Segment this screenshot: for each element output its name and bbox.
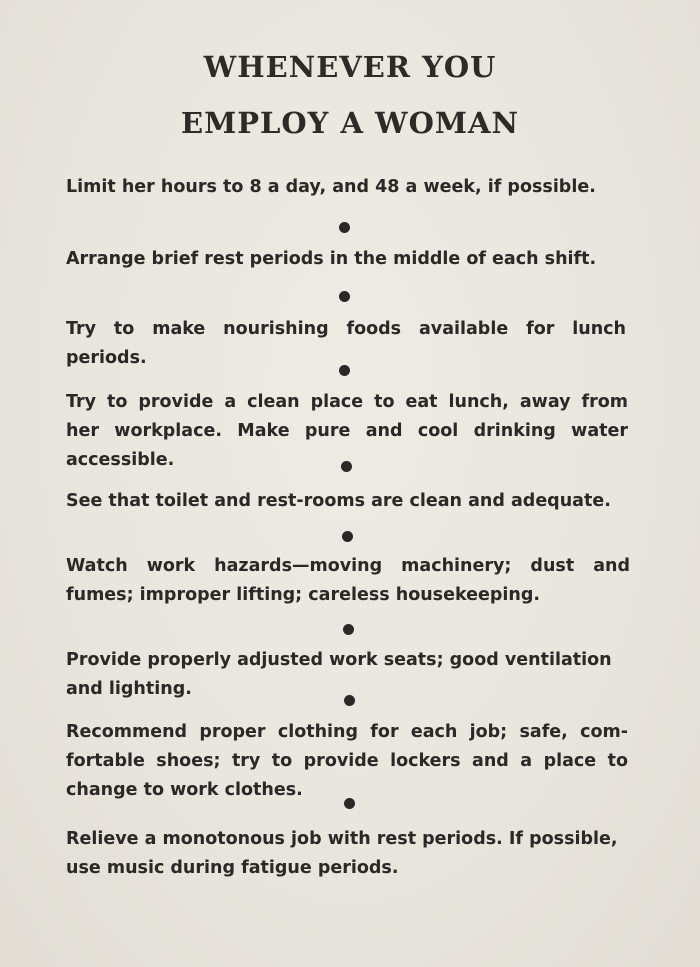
guideline-line: change to work clothes.	[66, 780, 303, 800]
guideline-item-clothing	[66, 718, 628, 805]
bullet-icon	[339, 365, 350, 376]
guideline-item-work-hazards	[66, 552, 630, 610]
guideline-item-monotonous-job	[66, 825, 636, 883]
guideline-item-hours	[66, 173, 636, 202]
guideline-line: use music during fatigue periods.	[66, 858, 399, 878]
title-line-1: WHENEVER YOU	[203, 50, 497, 84]
bullet-icon	[339, 222, 350, 233]
guideline-line: Limit her hours to 8 a day, and 48 a week, if possible.	[66, 177, 596, 197]
guideline-line: Watch work hazards—moving machinery; dust and	[66, 556, 630, 576]
guideline-line: Provide properly adjusted work seats; good ventilation	[66, 650, 612, 670]
guideline-item-toilets	[66, 487, 636, 516]
title-line-2: EMPLOY A WOMAN	[181, 106, 519, 140]
bullet-icon	[344, 695, 355, 706]
bullet-icon	[344, 798, 355, 809]
bullet-icon	[339, 291, 350, 302]
guideline-line: and lighting.	[66, 679, 192, 699]
guideline-line: Recommend proper clothing for each job; safe, com-	[66, 722, 628, 742]
bullet-icon	[343, 624, 354, 635]
guideline-line: her workplace. Make pure and cool drinking water	[66, 421, 628, 441]
guideline-line: Arrange brief rest periods in the middle of each shift.	[66, 249, 597, 269]
guideline-line: fortable shoes; try to provide lockers and a place to	[66, 751, 628, 771]
guideline-line: fumes; improper lifting; careless housekeeping.	[66, 585, 541, 605]
bullet-icon	[341, 461, 352, 472]
guideline-line: See that toilet and rest-rooms are clean and adequate.	[66, 491, 611, 511]
guideline-line: periods.	[66, 348, 147, 368]
guideline-line: Try to make nourishing foods available for lunch	[66, 319, 626, 339]
guideline-item-rest-periods	[66, 245, 636, 274]
guideline-line: accessible.	[66, 450, 175, 470]
guideline-line: Try to provide a clean place to eat lunch, away from	[66, 392, 628, 412]
bullet-icon	[342, 531, 353, 542]
guideline-line: Relieve a monotonous job with rest periods. If possible,	[66, 829, 618, 849]
